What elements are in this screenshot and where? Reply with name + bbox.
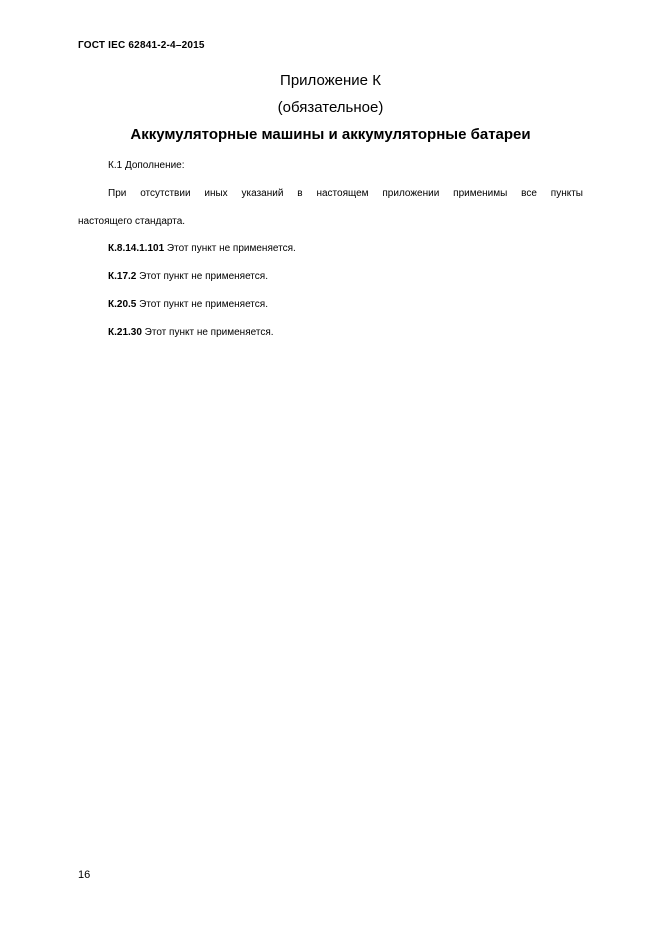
clause-number: К.17.2 xyxy=(108,271,137,282)
paragraph-line-1: При отсутствии иных указаний в настоящем приложении применимы все пункты xyxy=(108,188,583,199)
annex-status: (обязательное) xyxy=(277,99,384,116)
page-number: 16 xyxy=(78,869,91,881)
clause-number: К.21.30 xyxy=(108,327,142,338)
clause-text: Этот пункт не применяется. xyxy=(136,299,268,310)
paragraph-line-2: настоящего стандарта. xyxy=(78,216,186,227)
clause-item xyxy=(108,327,274,338)
clause-item xyxy=(108,243,296,254)
clause-item xyxy=(108,271,268,282)
supplement-label: К.1 Дополнение: xyxy=(108,160,185,171)
clause-text: Этот пункт не применяется. xyxy=(136,271,268,282)
clause-number: К.8.14.1.101 xyxy=(108,243,165,254)
annex-title: Приложение К xyxy=(280,72,381,89)
clause-text: Этот пункт не применяется. xyxy=(164,243,296,254)
annex-subject: Аккумуляторные машины и аккумуляторные батареи xyxy=(130,126,531,143)
clause-item xyxy=(108,299,268,310)
clause-text: Этот пункт не применяется. xyxy=(141,327,274,338)
clause-number: К.20.5 xyxy=(108,299,137,310)
document-code: ГОСТ IEC 62841-2-4–2015 xyxy=(78,40,205,51)
